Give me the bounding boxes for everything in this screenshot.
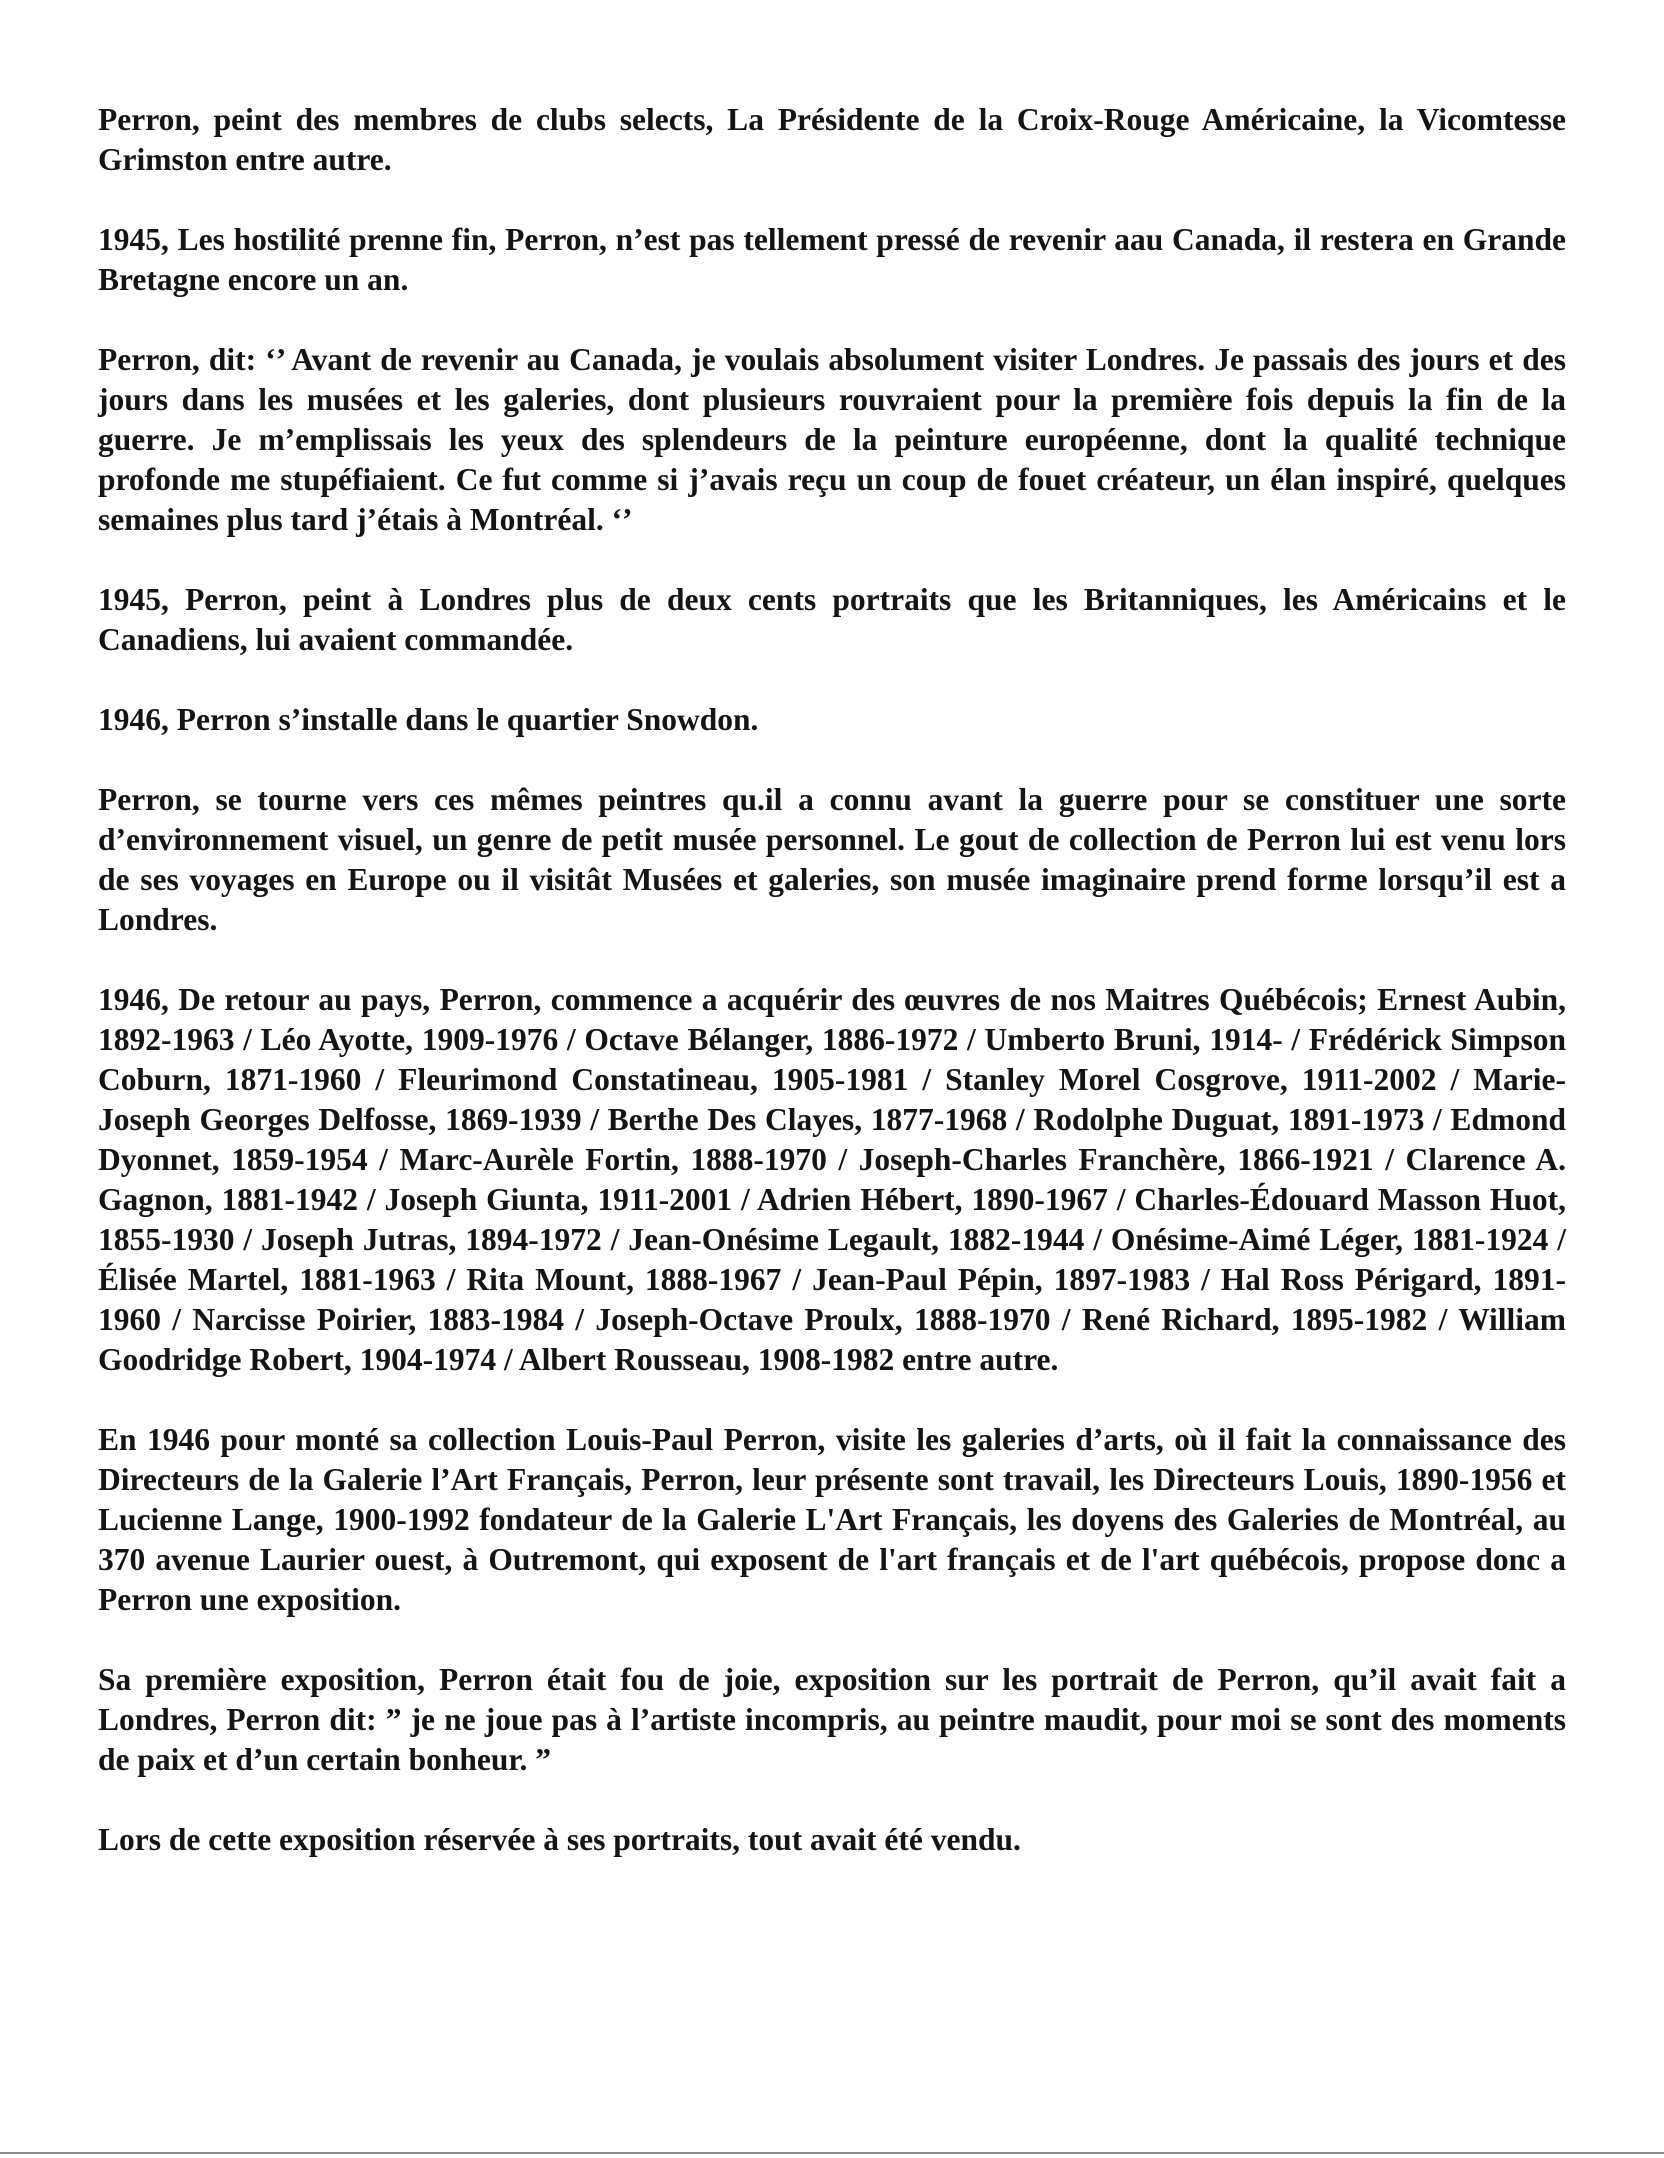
paragraph-sold-out: Lors de cette exposition réservée à ses portraits, tout avait été vendu. bbox=[98, 1822, 1021, 1857]
paragraph-quebec-masters: 1946, De retour au pays, Perron, commence a acquérir des œuvres de nos Maitres Québécois; Ernest Aubin, 1892-1963 / Léo Ayotte, 1909-1976 / Octave Bélanger, 1886-1972 / Umberto Bruni, 1914- / Frédérick Simpson Coburn, 1871-1960 / Fleurimond Constatineau, 1905-1981 / Stanley Morel Cosgrove, 1911-2002 / Marie-Joseph Georges Delfosse, 1869-1939 / Berthe Des Clayes, 1877-1968 / Rodolphe Duguat, 1891-1973 / Edmond Dyonnet, 1859-1954 / Marc-Aurèle Fortin, 1888-1970 / Joseph-Charles Franchère, 1866-1921 / Clarence A. Gagnon, 1881-1942 / Joseph Giunta, 1911-2001 / Adrien Hébert, 1890-1967 / Charles-Édouard Masson Huot, 1855-1930 / Joseph Jutras, 1894-1972 / Jean-Onésime Legault, 1882-1944 / Onésime-Aimé Léger, 1881-1924 / Élisée Martel, 1881-1963 / Rita Mount, 1888-1967 / Jean-Paul Pépin, 1897-1983 / Hal Ross Périgard, 1891-1960 / Narcisse Poirier, 1883-1984 / Joseph-Octave Proulx, 1888-1970 / René Richard, 1895-1982 / William Goodridge Robert, 1904-1974 / Albert Rousseau, 1908-1982 entre autre. bbox=[98, 982, 1566, 1377]
paragraph-london-quote: Perron, dit: ‘’ Avant de revenir au Canada, je voulais absolument visiter Londres. Je passais des jours et des jours dans les musées et les galeries, dont plusieurs rouvraient pour la première fois depuis la fin de la guerre. Je m’emplissais les yeux des splendeurs de la peinture européenne, dont la qualité technique profonde me stupéfiaient. Ce fut comme si j’avais reçu un coup de fouet créateur, un élan inspiré, quelques semaines plus tard j’étais à Montréal. ‘’ bbox=[98, 342, 1566, 537]
paragraph-galerie-art-francais: En 1946 pour monté sa collection Louis-Paul Perron, visite les galeries d’arts, où il fait la connaissance des Directeurs de la Galerie l’Art Français, Perron, leur présente sont travail, les Directeurs Louis, 1890-1956 et Lucienne Lange, 1900-1992 fondateur de la Galerie L'Art Français, les doyens des Galeries de Montréal, au 370 avenue Laurier ouest, à Outremont, qui exposent de l'art français et de l'art québécois, propose donc a Perron une exposition. bbox=[98, 1422, 1566, 1617]
paragraph-portraits-london: 1945, Perron, peint à Londres plus de deux cents portraits que les Britanniques, les Américains et le Canadiens, lui avaient commandée. bbox=[98, 582, 1566, 657]
paragraph-first-exhibition: Sa première exposition, Perron était fou de joie, exposition sur les portrait de Perron, qu’il avait fait a Londres, Perron dit: ” je ne joue pas à l’artiste incompris, au peintre maudit, pour moi se sont des moments de paix et d’un certain bonheur. ” bbox=[98, 1662, 1566, 1777]
paragraph-end-of-hostilities: 1945, Les hostilité prenne fin, Perron, n’est pas tellement pressé de revenir aau Canada, il restera en Grande Bretagne encore un an. bbox=[98, 222, 1566, 297]
body-text bbox=[98, 100, 1566, 1900]
paragraph-club-members: Perron, peint des membres de clubs selects, La Présidente de la Croix-Rouge Américaine, la Vicomtesse Grimston entre autre. bbox=[98, 102, 1566, 177]
paragraph-collection-origins: Perron, se tourne vers ces mêmes peintres qu.il a connu avant la guerre pour se constituer une sorte d’environnement visuel, un genre de petit musée personnel. Le gout de collection de Perron lui est venu lors de ses voyages en Europe ou il visitât Musées et galeries, son musée imaginaire prend forme lorsqu’il est a Londres. bbox=[98, 782, 1566, 937]
bottom-divider bbox=[0, 2152, 1664, 2154]
paragraph-snowdon: 1946, Perron s’installe dans le quartier Snowdon. bbox=[98, 702, 759, 737]
